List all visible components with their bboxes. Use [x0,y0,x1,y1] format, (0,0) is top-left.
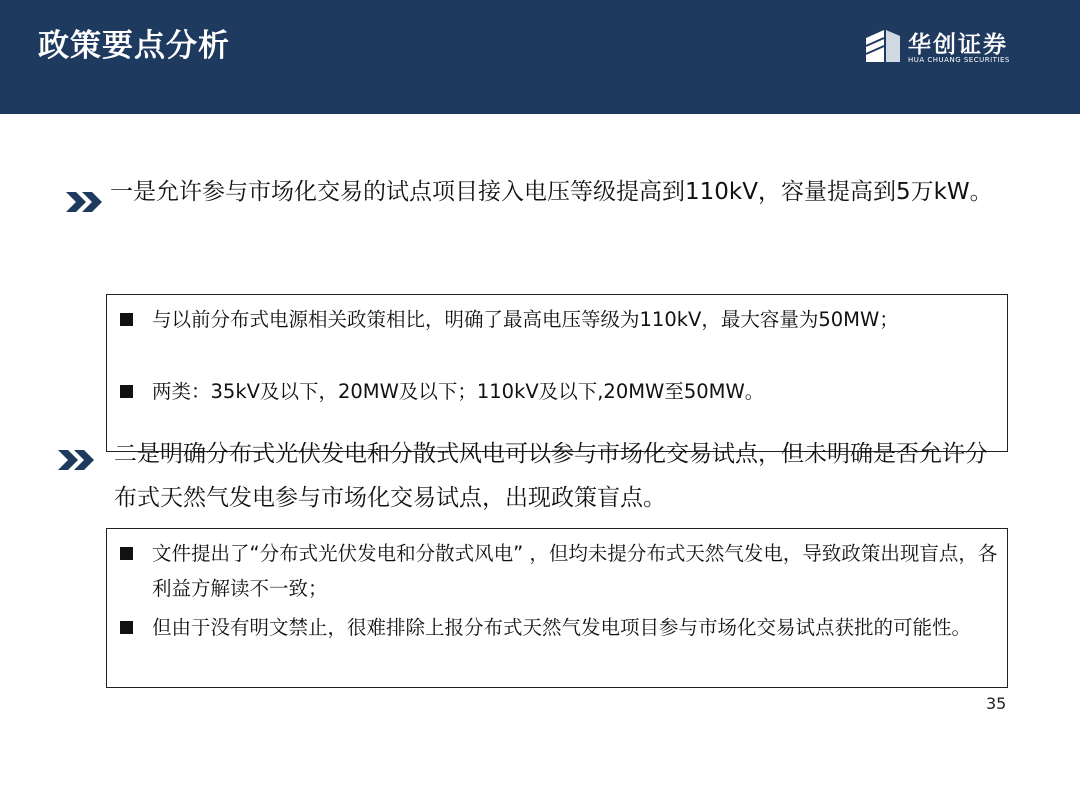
note-2-1 [116,536,1006,606]
double-chevron-icon [64,190,104,214]
page-title: 政策要点分析 [38,28,230,64]
note-2-1-text: 文件提出了“分布式光伏发电和分散式风电” ，但均未提分布式天然气发电，导致政策出现盲点，各利益方解读不一致； [152,542,998,600]
point-2-text: 二是明确分布式光伏发电和分散式风电可以参与市场化交易试点，但未明确是否允许分布式天然气发电参与市场化交易试点，出现政策盲点。 [114,441,988,511]
note-1-2-text: 两类：35kV及以下，20MW及以下；110kV及以下,20MW至50MW。 [152,380,765,403]
page-number: 35 [986,694,1007,713]
double-chevron-icon [56,448,96,472]
logo-chinese-name: 华创证券 [908,32,1008,58]
logo-english-name: HUA CHUANG SECURITIES [908,56,1010,64]
note-1-1 [116,302,1006,337]
note-2-2-text: 但由于没有明文禁止，很难排除上报分布式天然气发电项目参与市场化交易试点获批的可能性。 [152,616,972,639]
note-2-2 [116,610,1006,645]
logo-mark-icon [864,26,902,66]
square-bullet-icon [120,621,133,634]
square-bullet-icon [120,385,133,398]
note-1-2 [116,374,1006,409]
header-bar [0,0,1080,114]
square-bullet-icon [120,313,133,326]
square-bullet-icon [120,547,133,560]
note-1-1-text: 与以前分布式电源相关政策相比，明确了最高电压等级为110kV，最大容量为50MW； [152,308,899,331]
point-1-text: 一是允许参与市场化交易的试点项目接入电压等级提高到110kV，容量提高到5万kW。 [110,179,993,205]
company-logo [864,26,1024,70]
